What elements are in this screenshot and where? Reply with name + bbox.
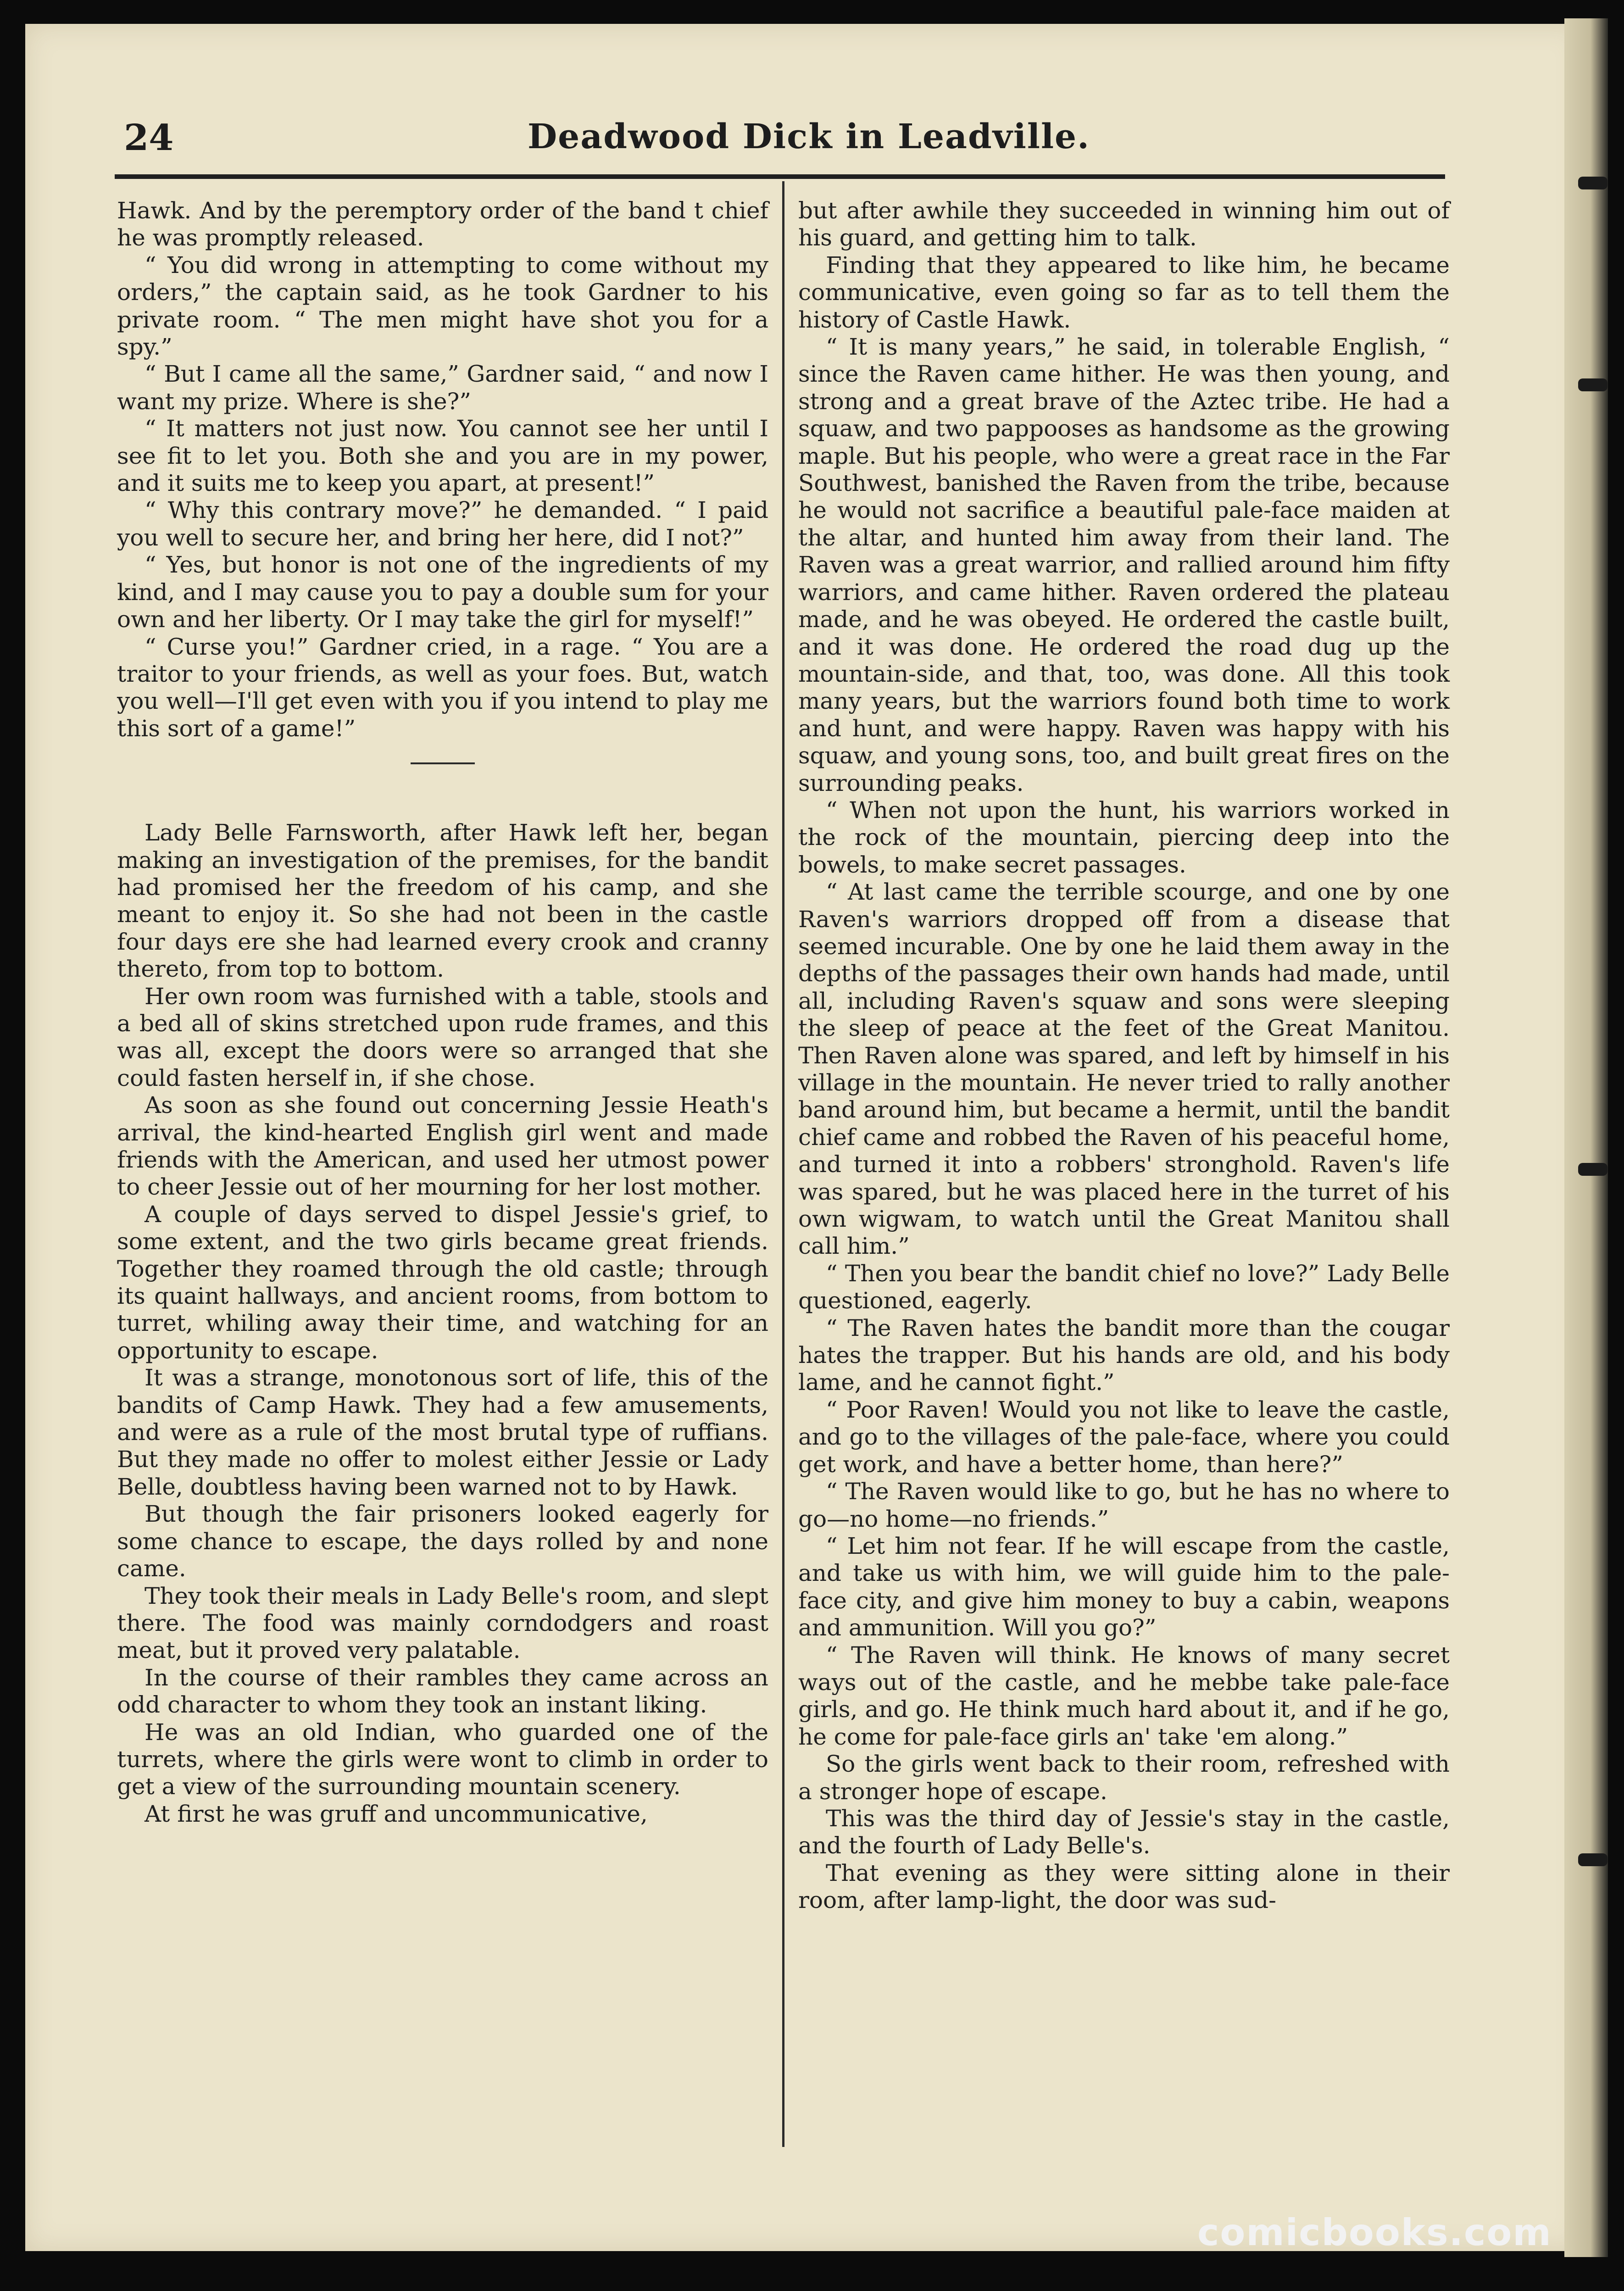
staple-mark — [1578, 378, 1607, 391]
paragraph: “ Why this contrary move?” he demanded. “ I paid you well to secure her, and bring her here, did I not?” — [117, 497, 768, 551]
paragraph: Her own room was furnished with a table, stools and a bed all of skins stretched upon rude frames, and this was all, except the doors were so arranged that she could fasten herself in, if she chose. — [117, 983, 768, 1091]
paragraph: As soon as she found out concerning Jessie Heath's arrival, the kind-hearted English girl went and made friends with the American, and used her utmost power to cheer Jessie out of her mourning for her lost mother. — [117, 1092, 768, 1201]
paragraph: It was a strange, monotonous sort of life, this of the bandits of Camp Hawk. They had a few amusements, and were as a rule of the most brutal type of ruffians. But they made no offer to molest either Jessie or Lady Belle, doubtless having been warned not to by Hawk. — [117, 1364, 768, 1500]
paragraph: “ Yes, but honor is not one of the ingredients of my kind, and I may cause you to pay a double sum for your own and her liberty. Or I may take the girl for myself!” — [117, 551, 768, 633]
right-column — [798, 197, 1450, 1914]
left-column — [117, 197, 768, 1828]
paragraph: “ Poor Raven! Would you not like to leave the castle, and go to the villages of the pale-face, where you could get work, and have a better home, than here?” — [798, 1396, 1450, 1478]
paragraph: He was an old Indian, who guarded one of the turrets, where the girls were wont to climb in order to get a view of the surrounding mountain scenery. — [117, 1718, 768, 1800]
paragraph: but after awhile they succeeded in winning him out of his guard, and getting him to talk. — [798, 197, 1450, 251]
paragraph: But though the fair prisoners looked eagerly for some chance to escape, the days rolled by and none came. — [117, 1501, 768, 1582]
staple-mark — [1578, 1853, 1607, 1866]
watermark: comicbooks.com — [1197, 2211, 1552, 2254]
paragraph: A couple of days served to dispel Jessie's grief, to some extent, and the two girls became great friends. Together they roamed through the old castle; through its quaint hallways, and ancient rooms, from bottom to turret, whiling away their time, and watching for an opportunity to escape. — [117, 1201, 768, 1364]
paragraph: Hawk. And by the peremptory order of the band t chief he was promptly released. — [117, 197, 768, 251]
paragraph: So the girls went back to their room, refreshed with a stronger hope of escape. — [798, 1751, 1450, 1805]
paragraph: “ At last came the terrible scourge, and one by one Raven's warriors dropped off from a disease that seemed incurable. One by one he laid them away in the depths of the passages their own hands had made, until all, including Raven's squaw and sons were sleeping the sleep of peace at the feet of the Great Manitou. Then Raven alone was spared, and left by himself in his village in the mountain. He never tried to rally another band around him, but became a hermit, until the bandit chief came and robbed the Raven of his peaceful home, and turned it into a robbers' stronghold. Raven's life was spared, but he was placed here in the turret of his own wigwam, to watch until the Great Manitou shall call him.” — [798, 879, 1450, 1260]
paragraph: “ You did wrong in attempting to come without my orders,” the captain said, as he took Gardner to his private room. “ The men might have shot you for a spy.” — [117, 251, 768, 361]
paragraph: In the course of their rambles they came across an odd character to whom they took an instant liking. — [117, 1664, 768, 1718]
paragraph: “ It is many years,” he said, in tolerable English, “ since the Raven came hither. He was then young, and strong and a great brave of the Aztec tribe. He had a squaw, and two pappooses as handsome as the growing maple. But his people, who were a great race in the Far Southwest, banished the Raven from the tribe, because he would not sacrifice a beautiful pale-face maiden at the altar, and hunted him away from their land. The Raven was a great warrior, and rallied around him fifty warriors, and came hither. Raven ordered the plateau made, and he was obeyed. He ordered the castle built, and it was done. He ordered the road dug up the mountain-side, and that, too, was done. All this took many years, but the warriors found both time to work and hunt, and were happy. Raven was happy with his squaw, and young sons, too, and built great fires on the surrounding peaks. — [798, 334, 1450, 796]
paragraph: Finding that they appeared to like him, he became communicative, even going so far as to tell them the history of Castle Hawk. — [798, 251, 1450, 333]
page-header — [124, 117, 1445, 167]
paragraph: “ It matters not just now. You cannot see her until I see fit to let you. Both she and you are in my power, and it suits me to keep you apart, at present!” — [117, 415, 768, 497]
staple-mark — [1578, 177, 1607, 189]
paragraph: “ The Raven will think. He knows of many secret ways out of the castle, and he mebbe take pale-face girls, and go. He think much hard about it, and if he go, he come for pale-face girls an' take 'em along.” — [798, 1641, 1450, 1750]
paragraph: “ The Raven would like to go, but he has no where to go—no home—no friends.” — [798, 1478, 1450, 1532]
paragraph: “ Let him not fear. If he will escape from the castle, and take us with him, we will guide him to the pale-face city, and give him money to buy a cabin, weapons and ammunition. Will you go?” — [798, 1532, 1450, 1641]
column-rule — [782, 181, 784, 2147]
paragraph: That evening as they were sitting alone in their room, after lamp-light, the door was sud- — [798, 1859, 1450, 1914]
page-number: 24 — [124, 117, 174, 159]
paragraph: At first he was gruff and uncommunicative, — [145, 1800, 648, 1827]
page-edge — [1564, 18, 1608, 2257]
paragraph: “ But I came all the same,” Gardner said, “ and now I want my prize. Where is she?” — [117, 361, 768, 415]
header-rule — [115, 174, 1445, 179]
staple-mark — [1578, 1163, 1607, 1176]
paragraph: Lady Belle Farnsworth, after Hawk left her, began making an investigation of the premises, for the bandit had promised her the freedom of his camp, and she meant to enjoy it. So she had not been in the castle four days ere she had learned every crook and cranny thereto, from top to bottom. — [117, 819, 768, 983]
paragraph: “ Then you bear the bandit chief no love?” Lady Belle questioned, eagerly. — [798, 1260, 1450, 1314]
paragraph: They took their meals in Lady Belle's room, and slept there. The food was mainly corndodgers and roast meat, but it proved very palatable. — [117, 1582, 768, 1664]
section-divider — [411, 762, 475, 764]
paragraph: “ When not upon the hunt, his warriors worked in the rock of the mountain, piercing deep into the bowels, to make secret passages. — [798, 796, 1450, 878]
page-title: Deadwood Dick in Leadville. — [528, 117, 1090, 156]
paragraph: “ Curse you!” Gardner cried, in a rage. “ You are a traitor to your friends, as well as your foes. But, watch you well—I'll get even with you if you intend to play me this sort of a game!” — [117, 633, 768, 742]
paragraph: This was the third day of Jessie's stay in the castle, and the fourth of Lady Belle's. — [798, 1805, 1450, 1859]
paragraph: “ The Raven hates the bandit more than the cougar hates the trapper. But his hands are old, and his body lame, and he cannot fight.” — [798, 1314, 1450, 1396]
